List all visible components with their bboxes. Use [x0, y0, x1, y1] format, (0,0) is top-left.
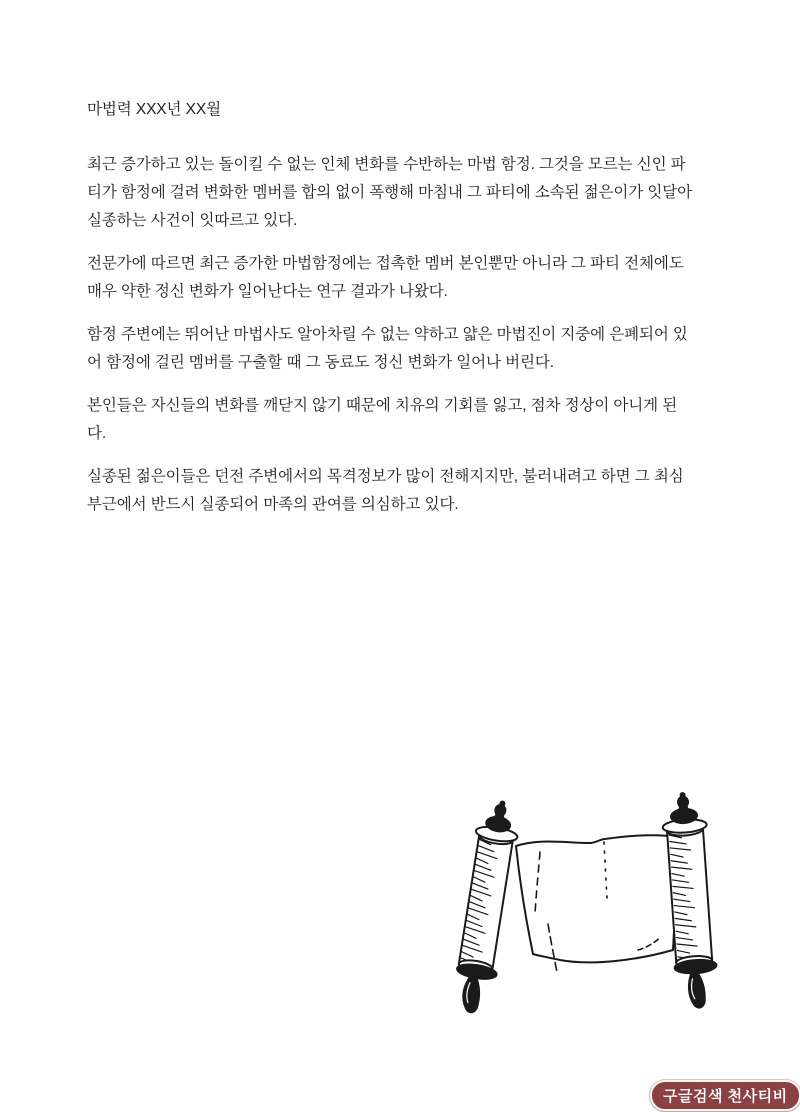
paragraph: 본인들은 자신들의 변화를 깨닫지 않기 때문에 치유의 기회를 잃고, 점차 정상이 아니게 된다. [87, 397, 678, 442]
date-line: 마법력 XXX년 XX월 [87, 101, 221, 118]
document-body [87, 96, 695, 534]
scroll-illustration [440, 780, 760, 1020]
paragraph: 함정 주변에는 뛰어난 마법사도 알아차릴 수 없는 약하고 얇은 마법진이 지중에 은폐되어 있어 함정에 걸린 멤버를 구출할 때 그 동료도 정신 변화가 일어나 버린다. [87, 326, 688, 371]
watermark-label: 구글검색 천사티비 [663, 1087, 788, 1105]
scroll-left-roller [448, 798, 524, 1015]
paragraph: 전문가에 따르면 최근 증가한 마법함정에는 접촉한 멤버 본인뿐만 아니라 그 파티 전체에도 매우 약한 정신 변화가 일어난다는 연구 결과가 나왔다. [87, 255, 684, 300]
paragraph: 최근 증가하고 있는 돌이킬 수 없는 인체 변화를 수반하는 마법 함정. 그것을 모르는 신인 파티가 함정에 걸려 변화한 멤버를 합의 없이 폭행해 마침내 그 파티에 소속된 젊은이가 잇달아 실종하는 사건이 잇따르고 있다. [87, 156, 692, 229]
paragraph: 실종된 젊은이들은 던전 주변에서의 목격정보가 많이 전해지지만, 불러내려고 하면 그 최심부근에서 반드시 실종되어 마족의 관여를 의심하고 있다. [87, 468, 684, 513]
watermark-badge [650, 1080, 800, 1111]
